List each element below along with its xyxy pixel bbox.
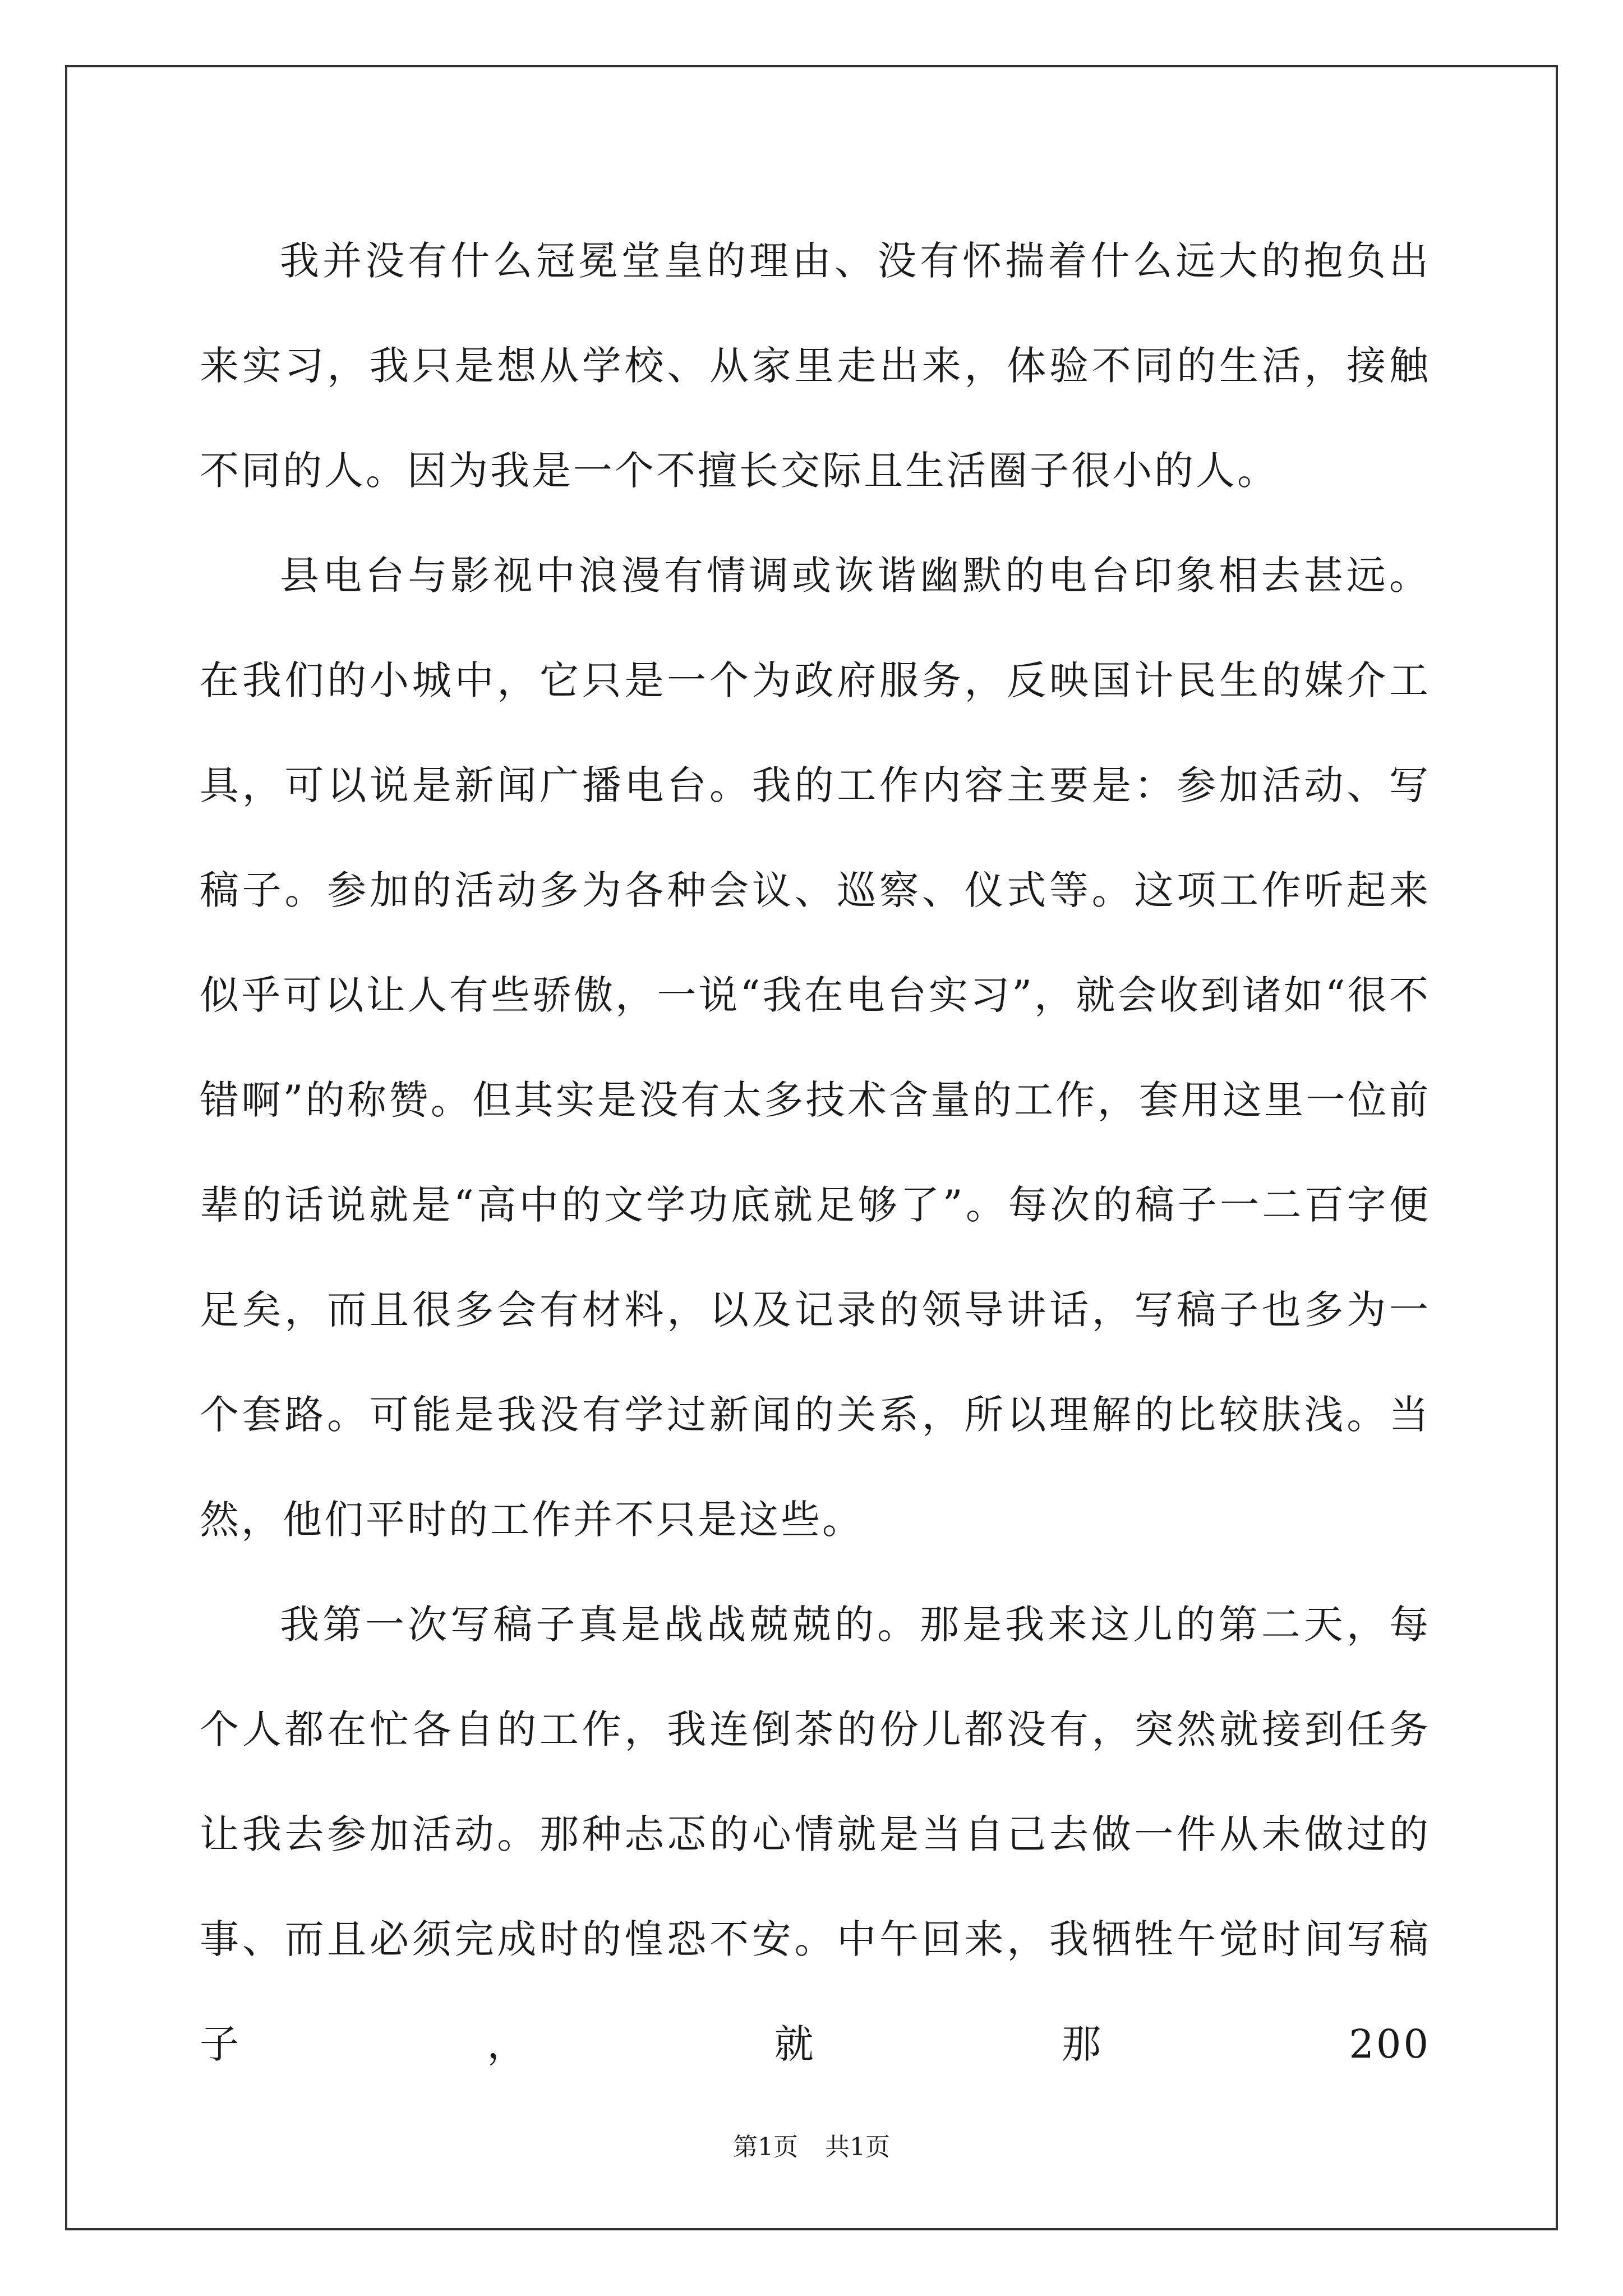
paragraph-2: 县电台与影视中浪漫有情调或诙谐幽默的电台印象相去甚远。在我们的小城中，它只是一个为政府服务，反映国计民生的媒介工具，可以说是新闻广播电台。我的工作内容主要是：参加活动、写稿子。参加的活动多为各种会议、巡察、仪式等。这项工作听起来似乎可以让人有些骄傲，一说“我在电台实习”，就会收到诸如“很不错啊”的称赞。但其实是没有太多技术含量的工作，套用这里一位前辈的话说就是“高中的文学功底就足够了”。每次的稿子一二百字便足矣，而且很多会有材料，以及记录的领导讲话，写稿子也多为一个套路。可能是我没有学过新闻的关系，所以理解的比较肤浅。当然，他们平时的工作并不只是这些。	[200, 553, 1431, 1543]
page-number-total: 共1页	[825, 2133, 890, 2161]
paragraph-1: 我并没有什么冠冕堂皇的理由、没有怀揣着什么远大的抱负出来实习，我只是想从学校、从家里走出来，体验不同的生活，接触不同的人。因为我是一个不擅长交际且生活圈子很小的人。	[200, 238, 1431, 494]
paragraph-3: 我第一次写稿子真是战战兢兢的。那是我来这儿的第二天，每个人都在忙各自的工作，我连倒茶的份儿都没有，突然就接到任务让我去参加活动。那种忐忑的心情就是当自己去做一件从未做过的事、而且必须完成时的惶恐不安。中午回来，我牺牲午觉时间写稿子，就那200	[200, 1602, 1431, 2067]
document-body	[200, 209, 1431, 2097]
page-number-current: 第1页	[733, 2133, 798, 2161]
page-footer	[0, 2131, 1623, 2164]
